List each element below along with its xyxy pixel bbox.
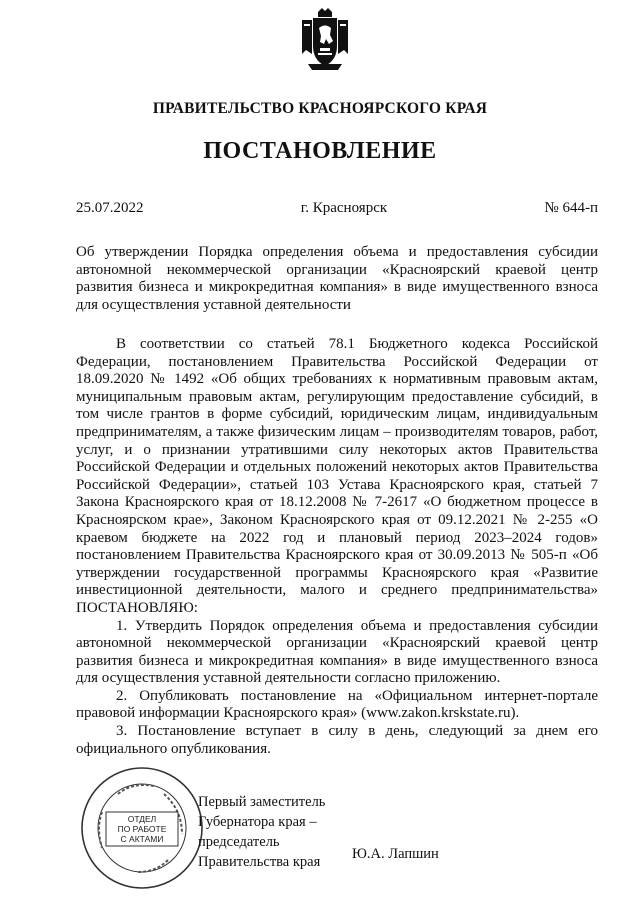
government-title: ПРАВИТЕЛЬСТВО КРАСНОЯРСКОГО КРАЯ [152,100,488,117]
signer-title-line-2: Губернатора края – [198,814,317,830]
preamble-paragraph: В соответствии со статьей 78.1 Бюджетного кодекса Российской Федерации, постановлением Правительства Российской Федерации от 18.09.2020 № 1492 «Об общих требованиях к нормативным правовым актам, муниципальным правовым актам, регулирующим предоставление субсидий, в том числе грантов в форме субсидий, юридическим лицам, индивидуальным предпринимателям, а также физическим лицам – производителям товаров, работ, услуг, и о признании утратившими силу некоторых актов Правительства Российской Федерации и отдельных положений некоторых актов Правительства Российской Федерации», статьей 103 Устава Красноярского края, статьей 7 Закона Красноярского края от 18.12.2008 № 7-2617 «О бюджетном процессе в Красноярском крае», Законом Красноярского края от 09.12.2021 № 2-255 «О краевом бюджете на 2022 год и плановый период 2023–2024 годов» постановлением Правительства Красноярского края от 30.09.2013 № 505-п «Об утверждении государственной программы Красноярского края «Развитие инвестиционной деятельности, малого и среднего предпринимательства» ПОСТАНОВЛЯЮ: [76,336,598,616]
signer-title-line-3: председатель [198,834,280,850]
item-2-paragraph: 2. Опубликовать постановление на «Официальном интернет-портале правовой информации Красноярского края» (www.zakon.krskstate.ru). [76,687,598,722]
document-subject: Об утверждении Порядка определения объема и предоставления субсидии автономной некоммерческой организации «Красноярский краевой центр развития бизнеса и микрокредитная компания» в виде имущественного взноса для осуществления уставной деятельности [76,244,598,314]
document-type: ПОСТАНОВЛЕНИЕ [203,138,437,164]
official-stamp [78,764,206,892]
signer-title-line-1: Первый заместитель [198,794,326,810]
document-city: г. Красноярск [300,200,388,216]
document-body [76,336,598,758]
stamp-line-3: С АКТАМИ [120,834,164,844]
coat-of-arms-icon [296,8,354,72]
signer-name: Ю.А. Лапшин [352,846,439,862]
signature-block [198,792,325,872]
item-3-paragraph: 3. Постановление вступает в силу в день, следующий за днем его официального опубликования. [76,723,598,757]
document-date: 25.07.2022 [76,200,144,216]
document-number: № 644-п [544,200,598,216]
signer-title-line-4: Правительства края [198,854,321,870]
stamp-line-2: ПО РАБОТЕ [117,824,167,834]
item-1-paragraph: 1. Утвердить Порядок определения объема и предоставления субсидии автономной некоммерческой организации «Красноярский краевой центр развития бизнеса и микрокредитная компания» в виде имущественного взноса для осуществления уставной деятельности согласно приложению. [76,617,598,687]
stamp-line-1: ОТДЕЛ [127,814,157,824]
document-meta [76,200,598,217]
